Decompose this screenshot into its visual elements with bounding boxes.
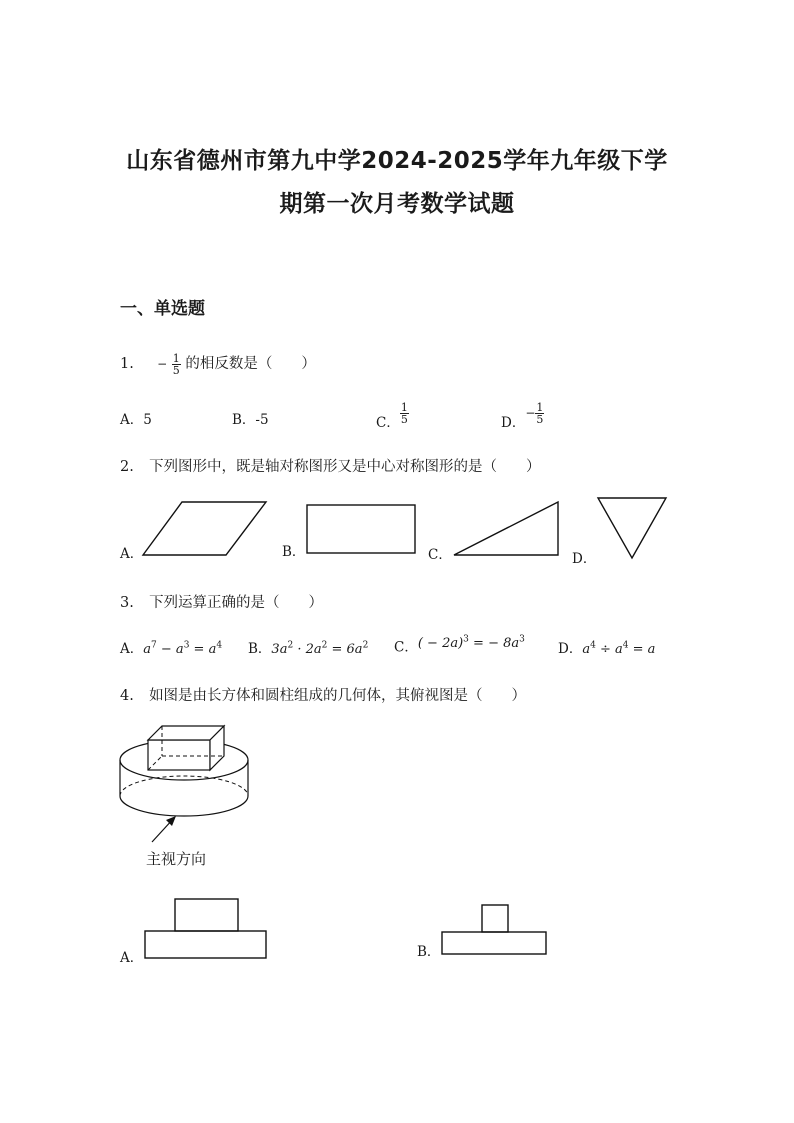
option-label: B． (232, 412, 256, 428)
q1-option-b[interactable] (232, 408, 269, 428)
fraction-numerator: 1 (172, 351, 180, 365)
q1-option-a[interactable] (120, 408, 152, 428)
option-label: C． (376, 415, 400, 431)
q2-option-b-label[interactable]: B． (282, 544, 306, 560)
view-direction-caption: 主视方向 (146, 850, 207, 868)
option-label: A． (120, 412, 144, 428)
question-1 (120, 352, 316, 376)
right-triangle-figure (450, 498, 562, 560)
q3-option-a[interactable] (120, 637, 222, 657)
inverted-triangle-figure (594, 494, 670, 562)
negative-sign: − (525, 406, 536, 420)
q3-option-b[interactable] (248, 637, 368, 657)
question-number: 2. (120, 459, 134, 475)
option-label: B． (248, 641, 272, 657)
question-text: 的相反数是（ ） (185, 356, 316, 372)
option-value: 5 (143, 412, 152, 428)
q4-option-b-label[interactable]: B． (417, 944, 441, 960)
fraction-denominator: 5 (400, 413, 408, 426)
q2-option-c-label[interactable]: C． (428, 547, 452, 563)
question-2 (120, 455, 541, 476)
rectangle-figure (304, 502, 419, 556)
q3-option-d[interactable] (558, 637, 655, 657)
fraction (535, 402, 544, 425)
question-3 (120, 591, 323, 612)
fraction-denominator: 5 (172, 363, 180, 377)
fraction-numerator: 1 (400, 401, 408, 414)
option-label: D． (501, 415, 526, 431)
q4-option-a-label[interactable]: A． (120, 950, 144, 966)
question-4 (120, 684, 526, 705)
math-expression: ( − 2a)$^3$ = − $8a^3$ (417, 635, 525, 652)
q3-option-c[interactable] (394, 635, 525, 655)
document-title-line1: 山东省德州市第九中学2024-2025学年九年级下学 (126, 148, 668, 174)
top-view-option-a (144, 897, 269, 961)
section-heading-single-choice: 一、单选题 (120, 299, 205, 319)
question-number: 4. (120, 688, 134, 704)
q2-option-a-label[interactable]: A． (120, 546, 144, 562)
option-value: -5 (255, 412, 269, 428)
document-title-line2: 期第一次月考数学试题 (279, 191, 515, 217)
option-label: C． (394, 639, 418, 656)
fraction-denominator: 5 (536, 413, 544, 426)
fraction (172, 353, 181, 376)
cylinder-cuboid-figure (114, 718, 259, 848)
parallelogram-figure (140, 498, 270, 560)
negative-sign: − (157, 357, 168, 371)
option-label: D． (558, 641, 583, 657)
fraction (400, 402, 409, 425)
fraction-numerator: 1 (536, 401, 544, 414)
q1-option-d[interactable] (501, 402, 544, 431)
question-text: 如图是由长方体和圆柱组成的几何体，其俯视图是（ ） (149, 688, 527, 704)
question-number: 3. (120, 595, 134, 611)
math-expression: $3a^2 \cdot 2a^2 = 6a^2$ (271, 640, 369, 657)
option-label: A． (120, 641, 144, 657)
q2-option-d-label[interactable]: D． (572, 551, 597, 567)
top-view-option-b (441, 903, 549, 957)
question-text: 下列运算正确的是（ ） (149, 595, 324, 611)
question-number: 1. (120, 356, 134, 372)
q1-option-c[interactable] (376, 402, 409, 431)
math-expression: $a^7 - a^3 = a^4$ (143, 640, 223, 657)
question-text: 下列图形中，既是轴对称图形又是中心对称图形的是（ ） (149, 459, 541, 475)
math-expression: $a^4 \div a^4 = a$ (582, 640, 656, 657)
